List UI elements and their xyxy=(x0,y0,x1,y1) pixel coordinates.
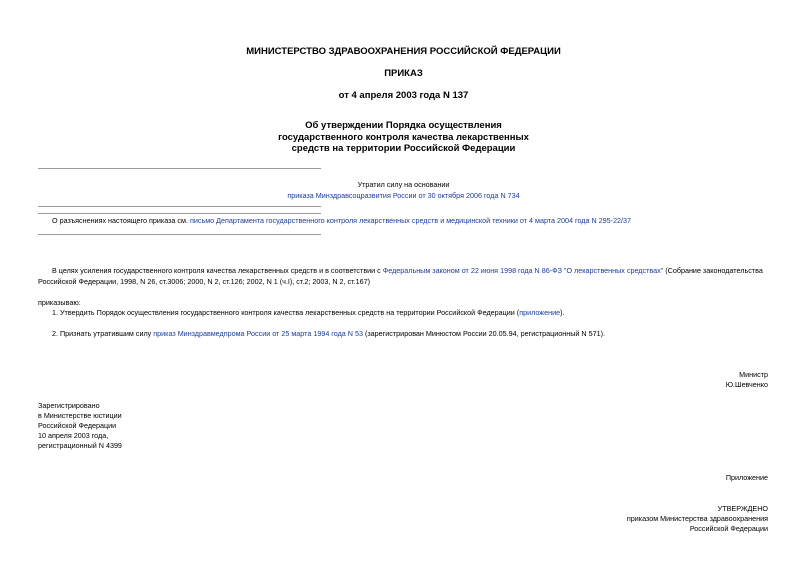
expired-notice-link-row xyxy=(0,191,807,201)
signature-name: Ю.Шевченко xyxy=(725,380,768,389)
document-title xyxy=(0,120,807,155)
clarification-prefix: О разъяснениях настоящего приказа см. xyxy=(52,216,190,225)
title-line: Об утверждении Порядка осуществления xyxy=(305,120,502,131)
order-item-1 xyxy=(52,308,772,318)
expired-notice: Утратил силу на основании xyxy=(357,180,450,189)
item-text: ). xyxy=(560,308,565,317)
divider-rule xyxy=(38,234,321,235)
order-item-2 xyxy=(52,329,772,339)
approved-block xyxy=(508,504,768,534)
expired-order-link[interactable]: приказа Минздравсоцразвития России от 30 октября 2006 года N 734 xyxy=(287,191,520,200)
divider-rule xyxy=(38,213,321,214)
title-line: государственного контроля качества лекарственных xyxy=(278,131,529,143)
divider-rule xyxy=(38,168,321,169)
clarification-letter-link[interactable]: письмо Департамента государственного контроля лекарственных средств и медицинской техники от 4 марта 2004 года N 295-22/37 xyxy=(189,216,632,225)
approved-line: УТВЕРЖДЕНО xyxy=(717,504,768,513)
repealed-order-link[interactable]: приказ Минздравмедпрома России от 25 марта 1994 года N 53 xyxy=(153,329,363,338)
preamble-text: В целях усиления государственного контроля качества лекарственных средств и в соответствии с xyxy=(52,266,383,275)
registration-line: 10 апреля 2003 года, xyxy=(38,431,109,440)
signature-position: Министр xyxy=(739,370,768,379)
title-line: средств на территории Российской Федерации xyxy=(291,143,516,154)
preamble-line-1 xyxy=(52,266,772,276)
registration-line: в Министерстве юстиции xyxy=(38,411,122,420)
clarification-notice xyxy=(52,216,772,226)
federal-law-link[interactable]: Федеральным законом от 22 июня 1998 года N 86-ФЗ "О лекарственных средствах" xyxy=(382,266,664,275)
appendix-link[interactable]: приложение xyxy=(519,308,561,317)
divider-rule xyxy=(38,206,321,207)
registration-block xyxy=(38,401,238,451)
registration-line: Российской Федерации xyxy=(38,421,117,430)
preamble-text: (Собрание законодательства xyxy=(663,266,763,275)
item-text: 2. Признать утратившим силу xyxy=(52,329,154,338)
preamble-line-2: Российской Федерации, 1998, N 26, ст.3006; 2000, N 2, ст.126; 2002, N 1 (ч.I), ст.2; 2003, N 2, ст.167) xyxy=(38,277,371,286)
approved-line: приказом Министерства здравоохранения xyxy=(626,514,768,523)
approved-line: Российской Федерации xyxy=(689,524,768,533)
ministry-heading: МИНИСТЕРСТВО ЗДРАВООХРАНЕНИЯ РОССИЙСКОЙ ФЕДЕРАЦИИ xyxy=(246,46,561,57)
item-text: 1. Утвердить Порядок осуществления государственного контроля качества лекарственных средств на территории Российской Федерации ( xyxy=(52,308,520,317)
order-word: приказываю: xyxy=(38,298,81,307)
registration-line: Зарегистрировано xyxy=(38,401,100,410)
registration-line: регистрационный N 4399 xyxy=(38,441,122,450)
document-type: ПРИКАЗ xyxy=(384,68,423,79)
document-date-number: от 4 апреля 2003 года N 137 xyxy=(338,90,469,101)
item-text: (зарегистрирован Минюстом России 20.05.94, регистрационный N 571). xyxy=(362,329,605,338)
appendix-label: Приложение xyxy=(725,473,768,482)
